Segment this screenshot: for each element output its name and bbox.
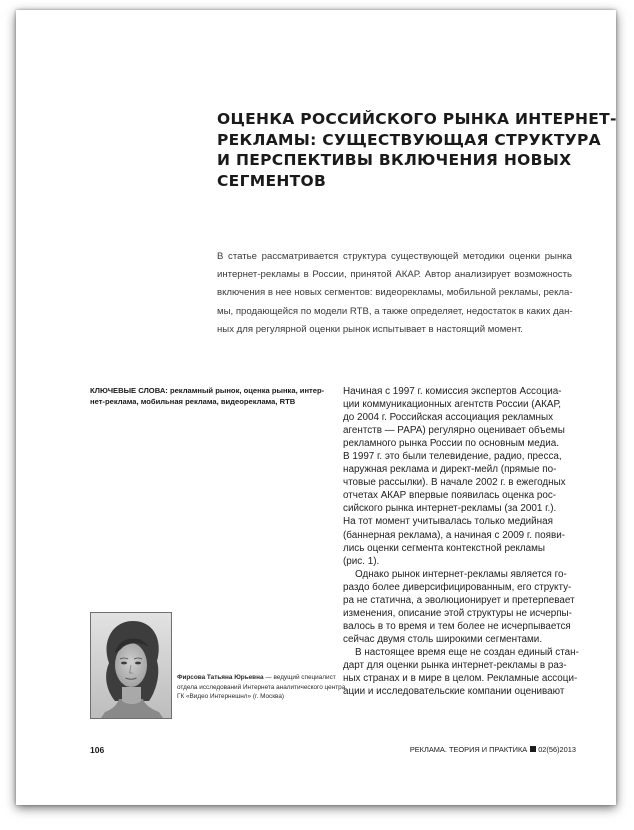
abstract-line: мы, продающейся по модели RTB, а также определяет, недостаток в каких дан- bbox=[217, 305, 573, 317]
journal-page bbox=[16, 10, 616, 805]
body-line: лись оценки сегмента контекстной рекламы bbox=[343, 542, 546, 554]
title-line: РЕКЛАМЫ: СУЩЕСТВУЮЩАЯ СТРУКТУРА bbox=[217, 130, 601, 149]
title-line: И ПЕРСПЕКТИВЫ ВКЛЮЧЕНИЯ НОВЫХ bbox=[217, 151, 572, 169]
abstract-line: интернет-рекламы в России, принятой АКАР. Автор анализирует возможность bbox=[217, 269, 572, 281]
article-abstract bbox=[217, 248, 572, 339]
abstract-line: включения в нее новых сегментов: видеорекламы, мобильной рекламы, рекла- bbox=[217, 287, 573, 299]
journal-footer bbox=[410, 745, 576, 754]
square-separator-icon bbox=[530, 746, 536, 752]
body-line: до 2004 г. Российская ассоциация рекламных bbox=[343, 412, 554, 424]
author-role: — ведущий специалист bbox=[263, 674, 336, 681]
body-line: сийского рынка интернет-рекламы (за 2001 г.). bbox=[343, 503, 557, 515]
body-line: ации и исследовательские компании оценивают bbox=[343, 686, 565, 698]
keywords-line: КЛЮЧЕВЫЕ СЛОВА: рекламный рынок, оценка рынка, интер- bbox=[90, 386, 325, 395]
title-line: СЕГМЕНТОВ bbox=[217, 171, 327, 190]
keywords-block bbox=[90, 385, 325, 407]
body-line: наружная реклама и директ-мейл (прямые по- bbox=[343, 464, 557, 476]
body-line: раздо более диверсифицированным, его структу- bbox=[343, 581, 572, 593]
body-line: ных странах и в мире в целом. Рекламные ассоци- bbox=[343, 673, 578, 685]
body-line: агентств — РАРА) регулярно оценивает объемы bbox=[343, 425, 565, 437]
body-line: В 1997 г. это были телевидение, радио, пресса, bbox=[343, 451, 562, 463]
journal-issue: 02(56)2013 bbox=[538, 745, 576, 754]
body-line: чтовые рассылки). В начале 2002 г. в ежегодных bbox=[343, 477, 566, 489]
author-photo bbox=[90, 612, 172, 719]
body-line: Однако рынок интернет-рекламы является го- bbox=[355, 568, 567, 580]
author-line: ГК «Видео Интернешнл» (г. Москва) bbox=[177, 693, 285, 700]
body-line: сейчас двумя столь широкими сегментами. bbox=[343, 633, 543, 645]
abstract-line: В статье рассматривается структура существующей методики оценки рынка bbox=[217, 251, 572, 262]
body-line: отчетах АКАР впервые появилась оценка рос- bbox=[343, 490, 557, 502]
page-number: 106 bbox=[90, 745, 105, 755]
body-line: дарт для оценки рынка интернет-рекламы в раз- bbox=[343, 659, 567, 671]
body-line: На тот момент учитывалась только медийная bbox=[343, 516, 553, 528]
body-line: рекламного рынка России по основным медиа. bbox=[343, 438, 560, 450]
body-line: В настоящее время еще не создан единый стан- bbox=[355, 646, 579, 658]
keywords-line: нет-реклама, мобильная реклама, видеореклама, RTB bbox=[90, 397, 296, 406]
body-line: (баннерная реклама), а начиная с 2009 г. появи- bbox=[343, 529, 566, 541]
author-info bbox=[177, 673, 352, 702]
body-line: ции коммуникационных агентств России (АКАР, bbox=[343, 399, 561, 411]
body-line: изменения, описание этой структуры не исчерпы- bbox=[343, 607, 572, 619]
body-line: (рис. 1). bbox=[343, 555, 380, 567]
journal-name: РЕКЛАМА. ТЕОРИЯ И ПРАКТИКА bbox=[409, 745, 528, 754]
author-name: Фирсова Татьяна Юрьевна bbox=[177, 674, 264, 681]
author-portrait-image bbox=[91, 613, 171, 718]
author-line bbox=[177, 673, 352, 683]
abstract-line: ных для регулярной оценки рынок испытывает в настоящий момент. bbox=[217, 323, 523, 335]
body-line: ра не статична, а эволюционирует и претерпевает bbox=[343, 594, 575, 606]
author-line: отдела исследований Интернета аналитического центра bbox=[177, 683, 346, 691]
title-line: ОЦЕНКА РОССИЙСКОГО РЫНКА ИНТЕРНЕТ- bbox=[217, 110, 617, 128]
body-line: валось в то время и тем более не исчерпывается bbox=[343, 620, 571, 632]
article-title bbox=[217, 109, 617, 191]
article-body bbox=[343, 385, 579, 698]
body-line: Начиная с 1997 г. комиссия экспертов Ассоциа- bbox=[343, 386, 562, 397]
